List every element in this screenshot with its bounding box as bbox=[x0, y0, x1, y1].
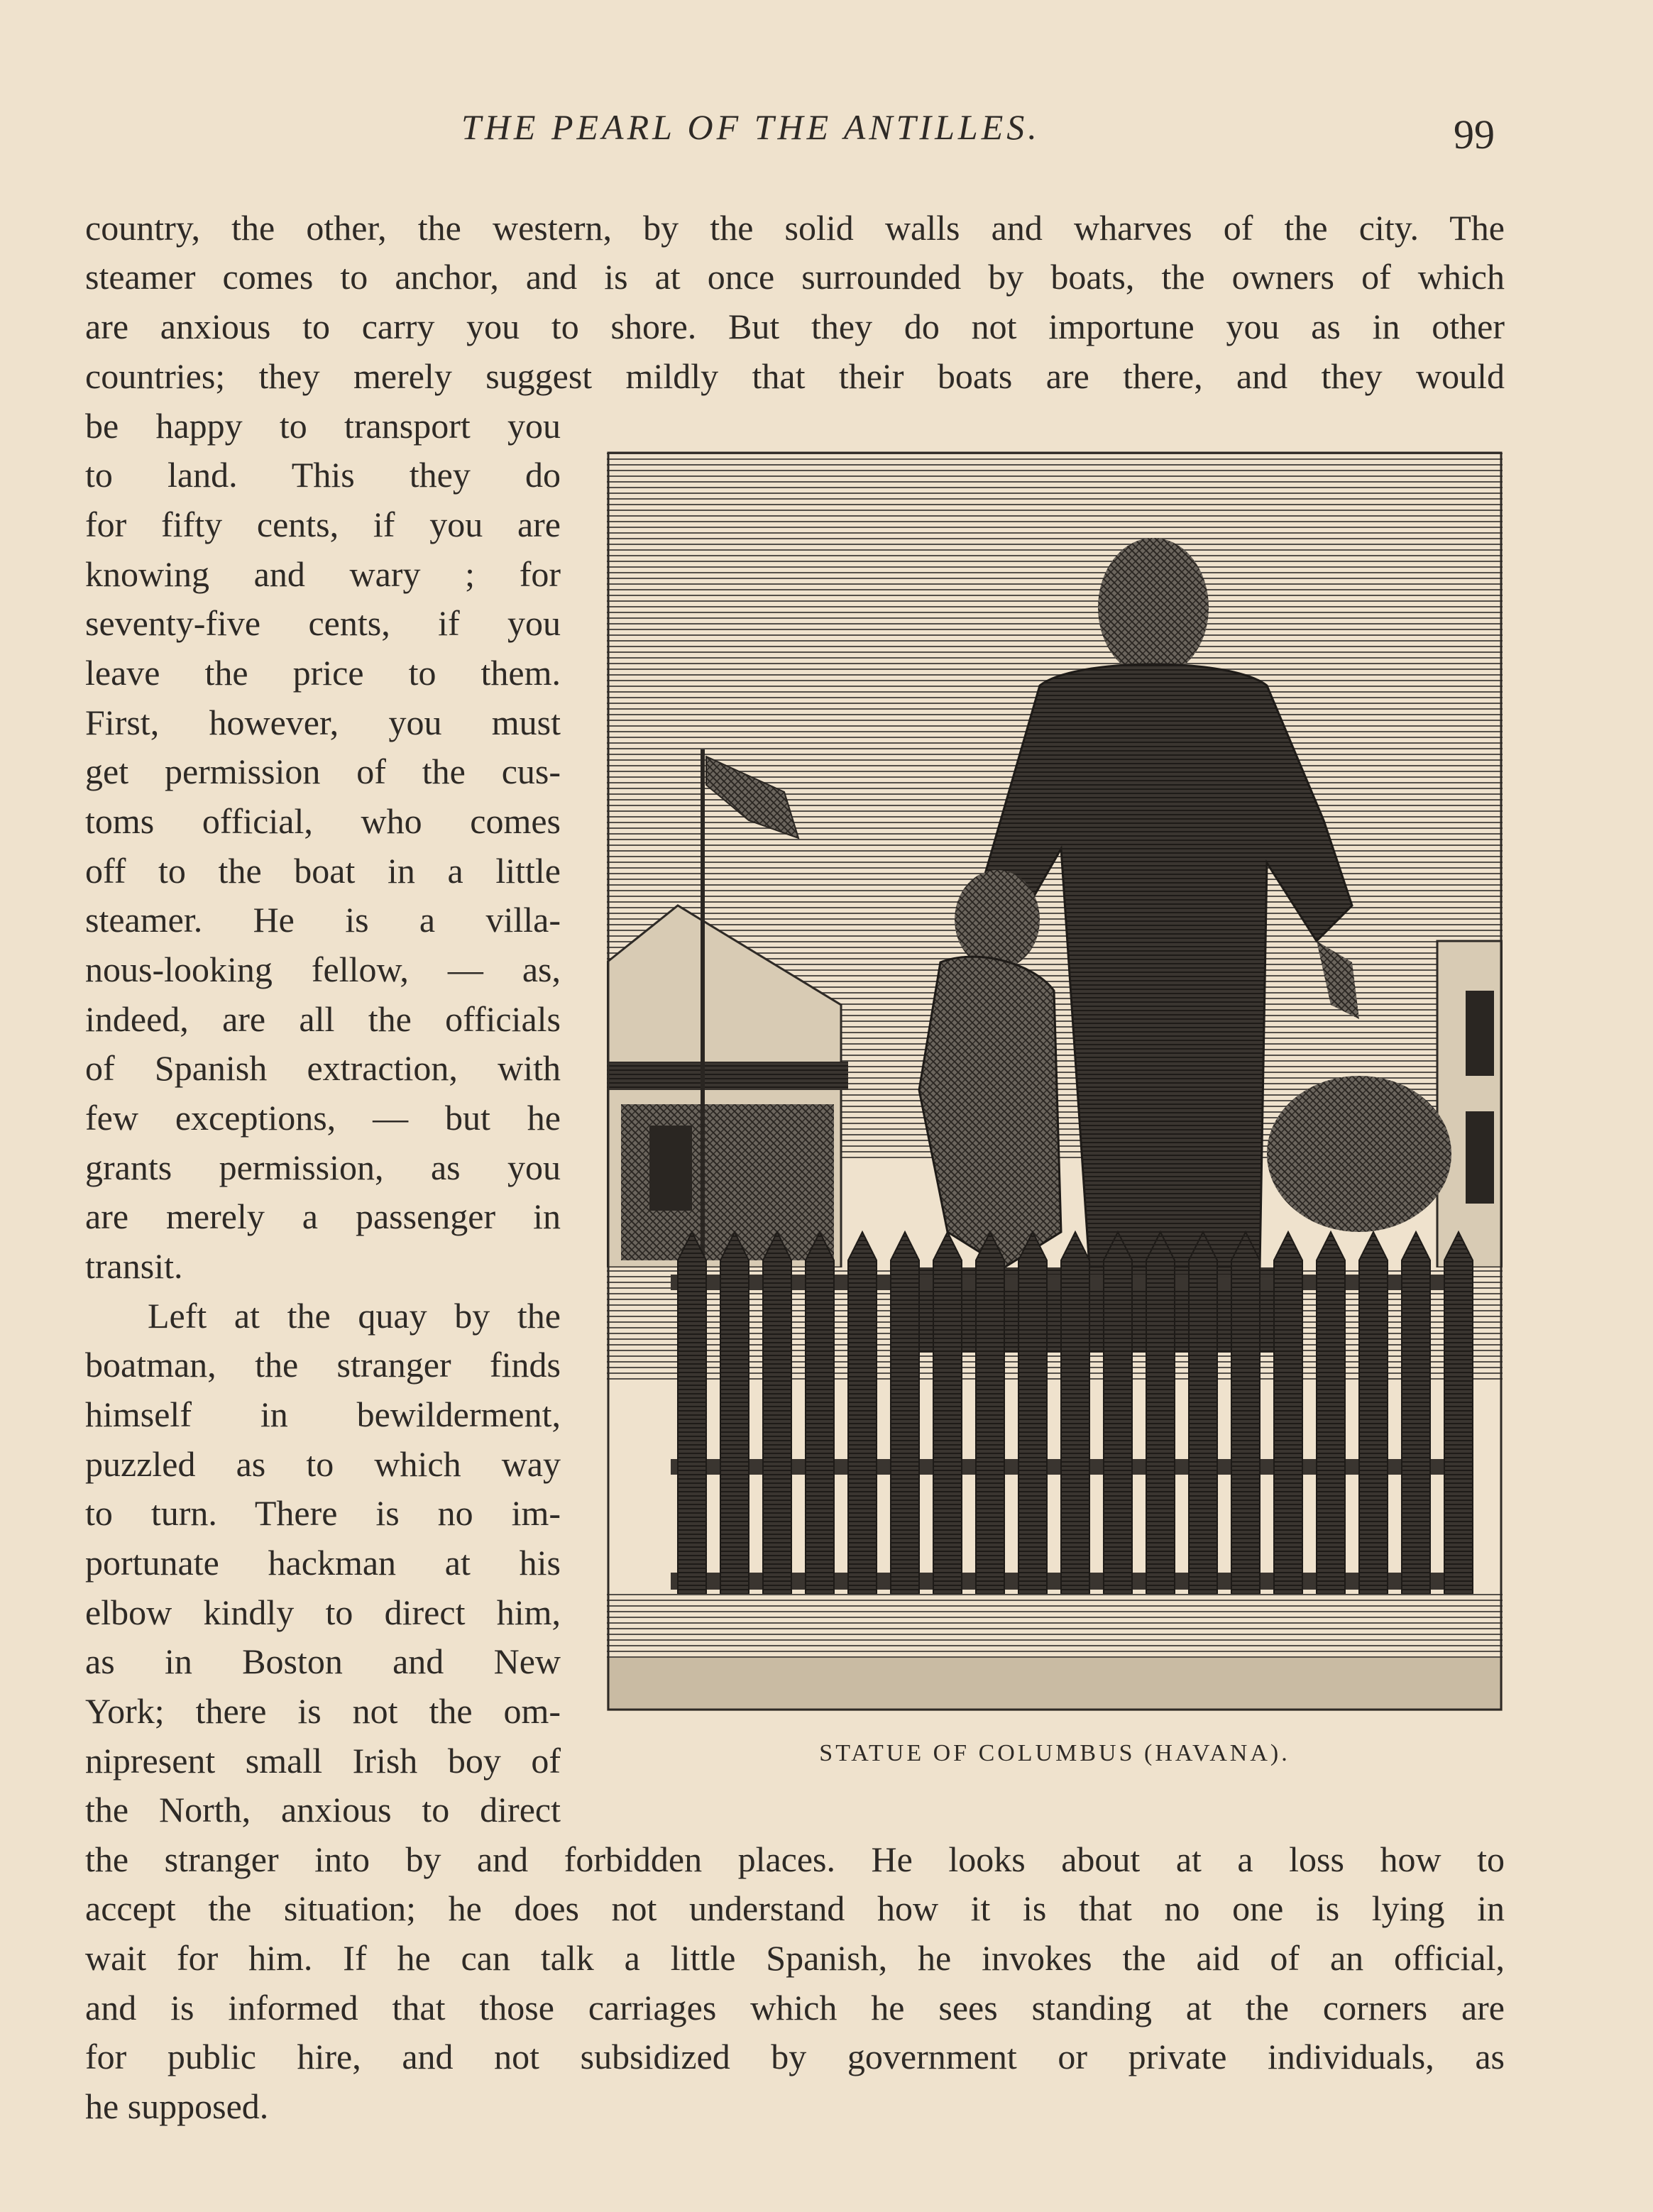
fence-picket bbox=[1444, 1232, 1473, 1594]
text-line: steamer comes to anchor, and is at once surrounded by boats, the owners of which bbox=[85, 257, 1505, 297]
fence-picket bbox=[1189, 1232, 1217, 1594]
fence-picket bbox=[848, 1232, 877, 1594]
text-line: to land. This they do bbox=[85, 455, 561, 495]
fence-picket bbox=[1018, 1232, 1047, 1594]
text-line: for fifty cents, if you are bbox=[85, 505, 561, 544]
fence-picket bbox=[720, 1232, 749, 1594]
fence-picket bbox=[933, 1232, 962, 1594]
text-line: are merely a passenger in bbox=[85, 1196, 561, 1236]
engraving-illustration bbox=[607, 451, 1503, 1711]
text-line: and is informed that those carriages which he sees standing at the corners are bbox=[85, 1988, 1505, 2027]
fence-picket bbox=[1061, 1232, 1089, 1594]
text-line: the North, anxious to direct bbox=[85, 1790, 561, 1829]
text-line: country, the other, the western, by the solid walls and wharves of the city. The bbox=[85, 208, 1505, 248]
text-line: nous-looking fellow, — as, bbox=[85, 950, 561, 989]
text-line: transit. bbox=[85, 1246, 183, 1286]
text-line: Left at the quay by the bbox=[148, 1296, 561, 1336]
text-line: elbow kindly to direct him, bbox=[85, 1592, 561, 1632]
text-line: York; there is not the om- bbox=[85, 1691, 561, 1731]
text-line: for public hire, and not subsidized by government or private individuals, as bbox=[85, 2037, 1505, 2076]
fence-picket bbox=[1146, 1232, 1175, 1594]
text-line: countries; they merely suggest mildly that their boats are there, and they would bbox=[85, 356, 1505, 396]
text-line: wait for him. If he can talk a little Spanish, he invokes the aid of an official, bbox=[85, 1938, 1505, 1978]
fence-picket bbox=[891, 1232, 919, 1594]
text-line: as in Boston and New bbox=[85, 1641, 561, 1681]
text-line: are anxious to carry you to shore. But they do not importune you as in other bbox=[85, 307, 1505, 346]
text-line: indeed, are all the officials bbox=[85, 999, 561, 1039]
running-head bbox=[0, 106, 1653, 156]
fence-picket bbox=[976, 1232, 1004, 1594]
text-line: steamer. He is a villa- bbox=[85, 900, 561, 940]
text-line: get permission of the cus- bbox=[85, 752, 561, 791]
text-line: boatman, the stranger finds bbox=[85, 1345, 561, 1385]
text-line: portunate hackman at his bbox=[85, 1543, 561, 1583]
fence-picket bbox=[678, 1232, 706, 1594]
fence-picket bbox=[1317, 1232, 1345, 1594]
text-line: himself in bewilderment, bbox=[85, 1394, 561, 1434]
text-line: few exceptions, — but he bbox=[85, 1098, 561, 1138]
text-line: puzzled as to which way bbox=[85, 1444, 561, 1484]
text-line: nipresent small Irish boy of bbox=[85, 1741, 561, 1781]
fence-picket bbox=[1231, 1232, 1260, 1594]
text-line: grants permission, as you bbox=[85, 1148, 561, 1187]
text-line: First, however, you must bbox=[85, 703, 561, 742]
text-line: seventy-five cents, if you bbox=[85, 603, 561, 643]
fence-picket bbox=[763, 1232, 791, 1594]
text-line: be happy to transport you bbox=[85, 406, 561, 446]
figure-caption: STATUE OF COLUMBUS (HAVANA). bbox=[819, 1740, 1290, 1766]
text-line: to turn. There is no im- bbox=[85, 1493, 561, 1533]
text-line: off to the boat in a little bbox=[85, 851, 561, 891]
text-line: the stranger into by and forbidden places. He looks about at a loss how to bbox=[85, 1839, 1505, 1879]
text-line: leave the price to them. bbox=[85, 653, 561, 693]
fence-picket bbox=[1402, 1232, 1430, 1594]
text-line: accept the situation; he does not understand how it is that no one is lying in bbox=[85, 1888, 1505, 1928]
fence-picket bbox=[1104, 1232, 1132, 1594]
page-number: 99 bbox=[1454, 111, 1495, 158]
text-line: of Spanish extraction, with bbox=[85, 1048, 561, 1088]
text-line: knowing and wary ; for bbox=[85, 554, 561, 594]
text-line: he supposed. bbox=[85, 2086, 269, 2126]
fence-picket bbox=[1359, 1232, 1388, 1594]
fence-picket bbox=[806, 1232, 834, 1594]
running-title: THE PEARL OF THE ANTILLES. bbox=[461, 107, 1040, 147]
fence-picket bbox=[1274, 1232, 1302, 1594]
text-line: toms official, who comes bbox=[85, 801, 561, 841]
